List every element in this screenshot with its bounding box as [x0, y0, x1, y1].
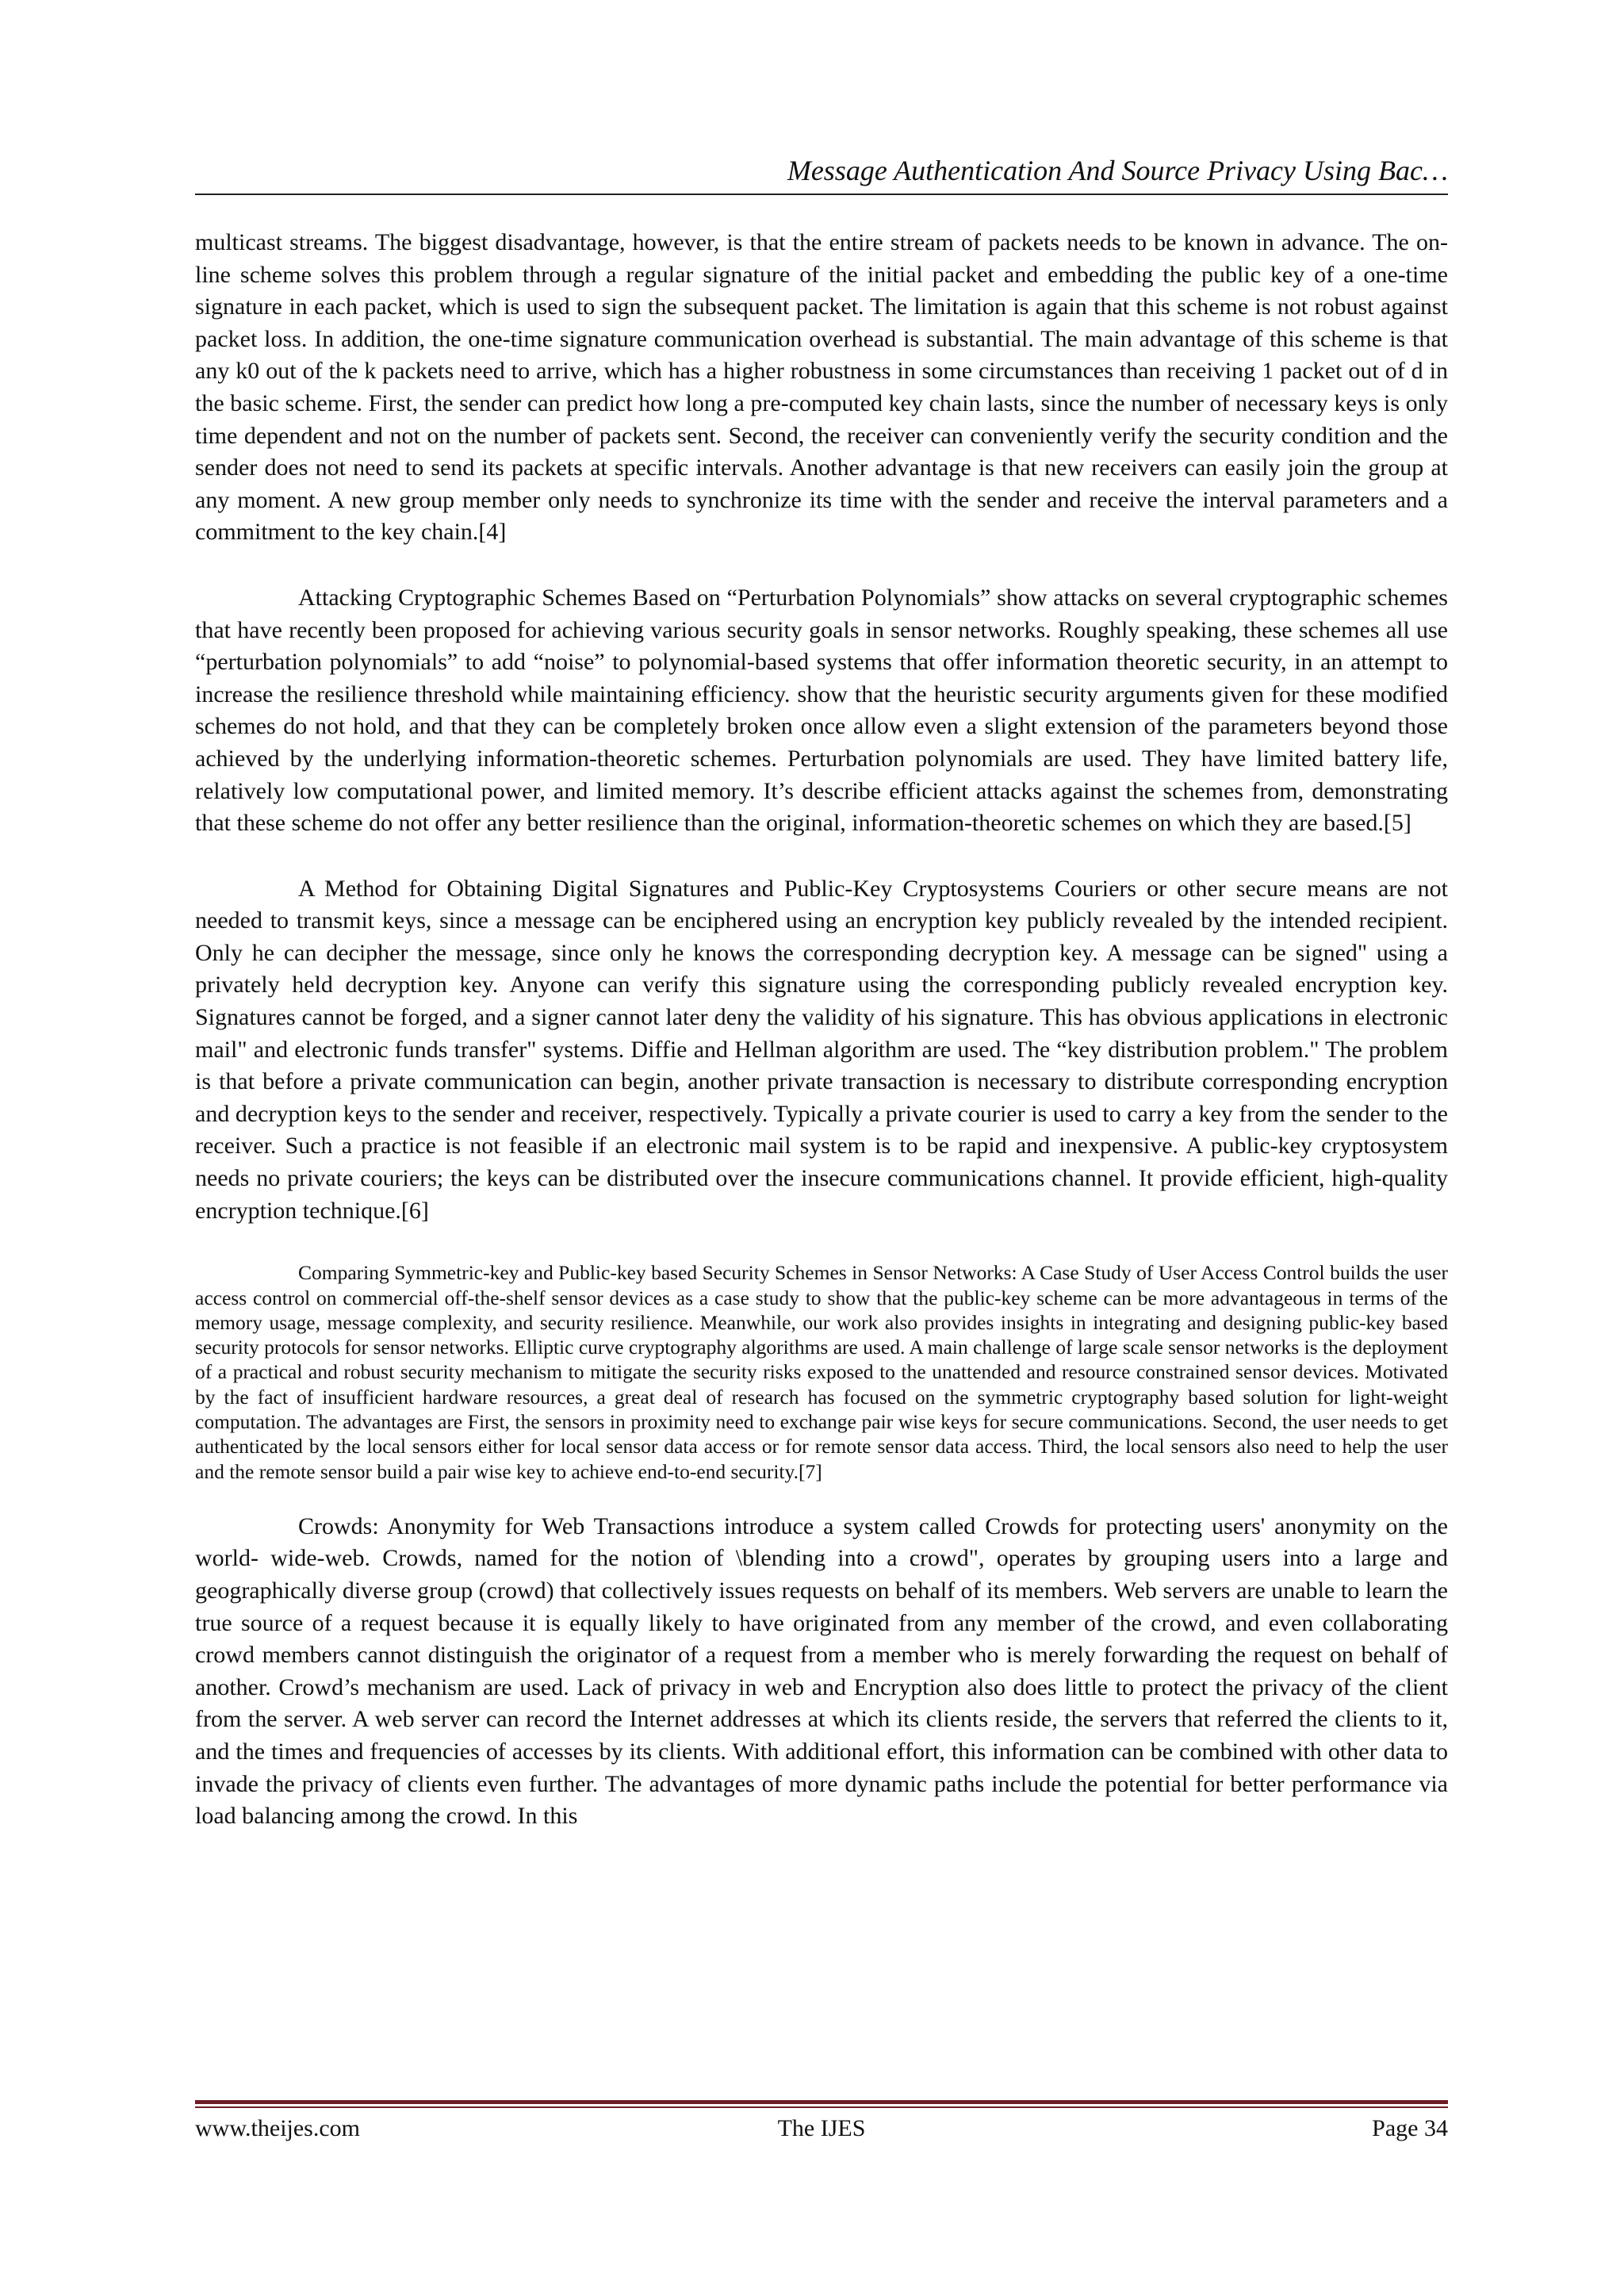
paragraph-crowds-anonymity: Crowds: Anonymity for Web Transactions introduce a system called Crowds for protecting users' anonymity on the world- wide-web. Crowds, named for the notion of \blending into a crowd", operates by grouping users into a large and geographically diverse group (crowd) that collectively issues requests on behalf of its members. Web servers are unable to learn the true source of a request because it is equally likely to have originated from any member of the crowd, and even collaborating crowd members cannot distinguish the originator of a request from a member who is merely forwarding the request on behalf of another. Crowd’s mechanism are used. Lack of privacy in web and Encryption also does little to protect the privacy of the client from the server. A web server can record the Internet addresses at which its clients reside, the servers that referred the clients to it, and the times and frequencies of accesses by its clients. With additional effort, this information can be combined with other data to invade the privacy of clients even further. The advantages of more dynamic paths include the potential for better performance via load balancing among the crowd. In this [195, 1512, 1448, 1830]
footer-journal-name: The IJES [777, 2115, 866, 2141]
paragraph-symmetric-vs-public-key: Comparing Symmetric-key and Public-key based Security Schemes in Sensor Networks: A Case Study of User Access Control builds the user access control on commercial off-the-shelf sensor devices as a case study to show that the public-key scheme can be more advantageous in terms of the memory usage, message complexity, and security resilience. Meanwhile, our work also provides insights in integrating and designing public-key based security protocols for sensor networks. Elliptic curve cryptography algorithms are used. A main challenge of large scale sensor networks is the deployment of a practical and robust security mechanism to mitigate the security risks exposed to the unattended and resource constrained sensor devices. Motivated by the fact of insufficient hardware resources, a great deal of research has focused on the symmetric cryptography based solution for light-weight computation. The advantages are First, the sensors in proximity need to exchange pair wise keys for secure communications. Second, the user needs to get authenticated by the local sensors either for local sensor data access or for remote sensor data access. Third, the local sensors also need to help the user and the remote sensor build a pair wise key to achieve end-to-end security.[7] [195, 1261, 1448, 1483]
page-footer [195, 2111, 1448, 2146]
running-header-title: Message Authentication And Source Privacy Using Bac… [787, 155, 1448, 186]
footer-rule-thin [195, 2106, 1448, 2108]
footer-website: www.theijes.com [195, 2115, 361, 2141]
footer-page-number: Page 34 [1372, 2115, 1448, 2141]
header-rule [195, 194, 1448, 195]
paragraph-perturbation-polynomials: Attacking Cryptographic Schemes Based on “Perturbation Polynomials” show attacks on several cryptographic schemes that have recently been proposed for achieving various security goals in sensor networks. Roughly speaking, these schemes all use “perturbation polynomials” to add “noise” to polynomial-based systems that offer information theoretic security, in an attempt to increase the resilience threshold while maintaining efficiency. show that the heuristic security arguments given for these modified schemes do not hold, and that they can be completely broken once allow even a slight extension of the parameters beyond those achieved by the underlying information-theoretic schemes. Perturbation polynomials are used. They have limited battery life, relatively low computational power, and limited memory. It’s describe efficient attacks against the schemes from, demonstrating that these scheme do not offer any better resilience than the original, information-theoretic schemes on which they are based.[5] [195, 584, 1448, 837]
footer-rule-thick [195, 2100, 1448, 2104]
body-text [195, 227, 1448, 1866]
paragraph-digital-signatures: A Method for Obtaining Digital Signatures and Public-Key Cryptosystems Couriers or other secure means are not needed to transmit keys, since a message can be enciphered using an encryption key publicly revealed by the intended recipient. Only he can decipher the message, since only he knows the corresponding decryption key. A message can be signed" using a privately held decryption key. Anyone can verify this signature using the corresponding publicly revealed encryption key. Signatures cannot be forged, and a signer cannot later deny the validity of his signature. This has obvious applications in electronic mail" and electronic funds transfer" systems. Diffie and Hellman algorithm are used. The “key distribution problem." The problem is that before a private communication can begin, another private transaction is necessary to distribute corresponding encryption and decryption keys to the sender and receiver, respectively. Typically a private courier is used to carry a key from the sender to the receiver. Such a practice is not feasible if an electronic mail system is to be rapid and inexpensive. A public-key cryptosystem needs no private couriers; the keys can be distributed over the insecure communications channel. It provide efficient, high-quality encryption technique.[6] [195, 875, 1448, 1224]
paragraph-multicast-streams: multicast streams. The biggest disadvantage, however, is that the entire stream of packets needs to be known in advance. The on-line scheme solves this problem through a regular signature of the initial packet and embedding the public key of a one-time signature in each packet, which is used to sign the subsequent packet. The limitation is again that this scheme is not robust against packet loss. In addition, the one-time signature communication overhead is substantial. The main advantage of this scheme is that any k0 out of the k packets need to arrive, which has a higher robustness in some circumstances than receiving 1 packet out of d in the basic scheme. First, the sender can predict how long a pre-computed key chain lasts, since the number of necessary keys is only time dependent and not on the number of packets sent. Second, the receiver can conveniently verify the security condition and the sender does not need to send its packets at specific intervals. Another advantage is that new receivers can easily join the group at any moment. A new group member only needs to synchronize its time with the sender and receive the interval parameters and a commitment to the key chain.[4] [195, 229, 1448, 546]
